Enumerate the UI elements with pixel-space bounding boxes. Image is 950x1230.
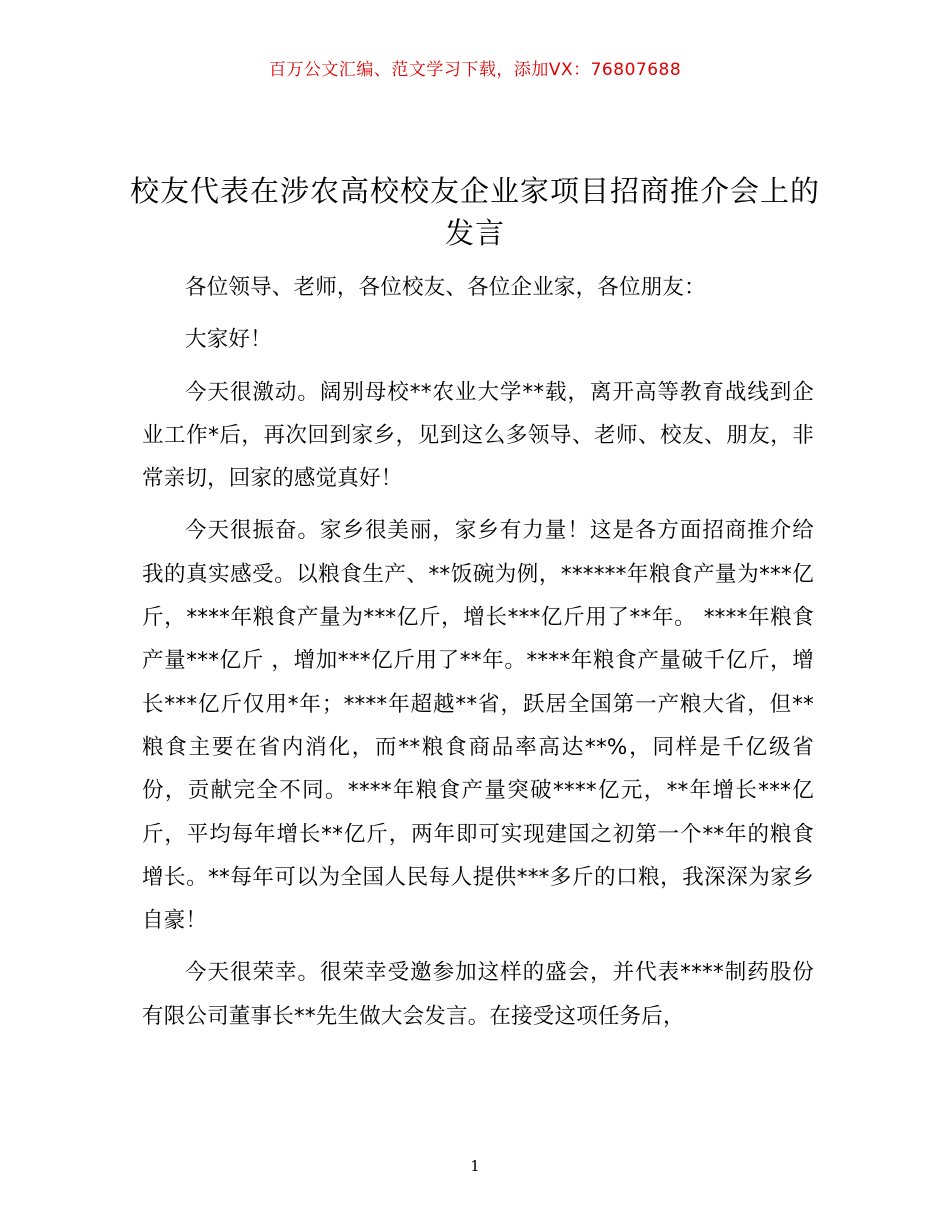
body-paragraph-inspired: 今天很振奋。家乡很美丽，家乡有力量！这是各方面招商推介给我的真实感受。以粮食生产、**饭碗为例，******年粮食产量为***亿斤，****年粮食产量为***亿斤，增长***亿斤用了**年。 ****年粮食产量***亿斤 ，增加***亿斤用了**年。****年粮食产量破千亿斤，增长***亿斤仅用*年；****年超越**省，跃居全国第一产粮大省，但**粮食主要在省内消化，而**粮食商品率高达**%，同样是千亿级省份，贡献完全不同。****年粮食产量突破****亿元，**年增长***亿斤，平均每年增长**亿斤，两年即可实现建国之初第一个**年的粮食增长。**每年可以为全国人民每人提供***多斤的口粮，我深深为家乡自豪！ (142, 518, 814, 934)
body-paragraph-honored: 今天很荣幸。很荣幸受邀参加这样的盛会，并代表****制药股份有限公司董事长**先生做大会发言。在接受这项任务后， (142, 960, 814, 1029)
salutation-paragraph: 各位领导、老师，各位校友、各位企业家，各位朋友： (185, 275, 706, 300)
watermark-header: 百万公文汇编、范文学习下载，添加VX：76807688 (268, 60, 682, 80)
page-number: 1 (470, 1157, 480, 1175)
document-body (142, 266, 814, 1038)
body-paragraph-excited: 今天很激动。阔别母校**农业大学**载，离开高等教育战线到企业工作*后，再次回到家乡，见到这么多领导、老师、校友、朋友，非常亲切，回家的感觉真好！ (142, 379, 814, 492)
document-title: 校友代表在涉农高校校友企业家项目招商推介会上的发言 (129, 174, 820, 250)
greeting-paragraph: 大家好！ (185, 327, 272, 353)
